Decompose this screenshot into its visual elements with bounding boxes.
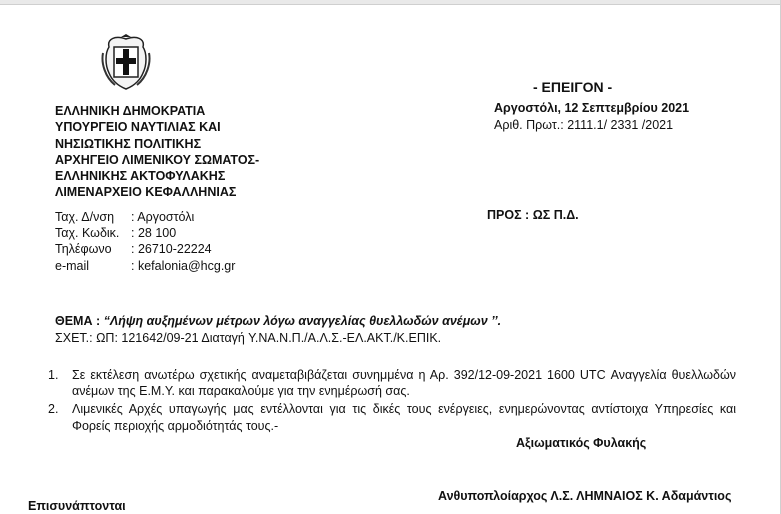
contact-value: : 28 100	[131, 226, 177, 241]
org-line: ΕΛΛΗΝΙΚΗ ΔΗΜΟΚΡΑΤΙΑ	[55, 104, 206, 118]
org-line: ΛΙΜΕΝΑΡΧΕΙΟ ΚΕΦΑΛΛΗΝΙΑΣ	[55, 185, 237, 200]
signature-title: Αξιωματικός Φυλακής	[516, 436, 647, 450]
attachments-heading-cut	[28, 499, 126, 514]
contact-label: Ταχ. Δ/νση	[55, 210, 115, 224]
page-top-border	[0, 0, 781, 5]
subject-text: “Λήψη αυξημένων μέτρων λόγω αναγγελίας θυελλωδών ανέμων ’’.	[103, 314, 502, 328]
recipient: ΠΡΟΣ : ΩΣ Π.Δ.	[487, 208, 579, 222]
contact-label: e-mail	[55, 258, 90, 273]
contact-details	[55, 209, 235, 274]
contact-row-address	[55, 209, 235, 225]
list-text: Λιμενικές Αρχές υπαγωγής μας εντέλλονται για τις δικές τους ενέργειες, ενημερώνοντας αντίστοιχα Υπηρεσίες και Φορείς περιοχής αρμοδιότητάς τους.-	[72, 402, 736, 433]
list-text: Σε εκτέλεση ανωτέρω σχετικής αναμεταβιβάζεται συνημμένα η Αρ. 392/12-09-2021 1600 UTC Αναγγελία θυελλωδών ανέμων της Ε.Μ.Υ. και παρακαλούμε για την ενημέρωσή σας.	[72, 368, 736, 399]
urgent-label: - ΕΠΕΙΓΟΝ -	[533, 79, 613, 95]
contact-label: Ταχ. Κωδικ.	[55, 226, 120, 241]
org-line: ΝΗΣΙΩΤΙΚΗΣ ΠΟΛΙΤΙΚΗΣ	[55, 136, 202, 151]
contact-row-postcode	[55, 225, 235, 241]
subject-line	[55, 313, 501, 330]
list-number: 2.	[48, 402, 59, 417]
numbered-list	[48, 367, 736, 436]
subject-block	[55, 313, 501, 347]
contact-label: Τηλέφωνο	[55, 242, 112, 257]
contact-value: : Αργοστόλι	[131, 210, 195, 224]
issuing-authority-block	[55, 103, 259, 201]
org-line: ΥΠΟΥΡΓΕΙΟ ΝΑΥΤΙΛΙΑΣ ΚΑΙ	[55, 120, 221, 135]
place-date: Αργοστόλι, 12 Σεπτεμβρίου 2021	[494, 101, 690, 115]
list-number: 1.	[48, 368, 59, 382]
contact-value: : 26710-22224	[131, 242, 212, 257]
list-item	[48, 367, 736, 399]
protocol-number: Αριθ. Πρωτ.: 2111.1/ 2331 /2021	[494, 117, 674, 132]
contact-value: : kefalonia@hcg.gr	[131, 258, 236, 273]
list-item	[48, 401, 736, 433]
subject-label: ΘΕΜΑ :	[55, 314, 101, 328]
org-line: ΕΛΛΗΝΙΚΗΣ ΑΚΤΟΦΥΛΑΚΗΣ	[55, 169, 226, 184]
reference-line: ΣΧΕΤ.: ΩΠ: 121642/09-21 Διαταγή Υ.ΝΑ.Ν.Π./Α.Λ.Σ.-ΕΛ.ΑΚΤ./Κ.ΕΠΙΚ.	[55, 331, 442, 345]
attachments-heading: Επισυνάπτονται	[28, 499, 126, 513]
signature-name: Ανθυποπλοίαρχος Λ.Σ. ΛΗΜΝΑΙΟΣ Κ. Αδαμάντιος	[438, 489, 732, 503]
date-protocol-block	[494, 100, 689, 133]
org-line: ΑΡΧΗΓΕΙΟ ΛΙΜΕΝΙΚΟΥ ΣΩΜΑΤΟΣ-	[55, 152, 260, 167]
greek-coat-of-arms-emblem	[101, 33, 151, 91]
contact-row-phone	[55, 241, 235, 257]
contact-row-email	[55, 258, 235, 274]
